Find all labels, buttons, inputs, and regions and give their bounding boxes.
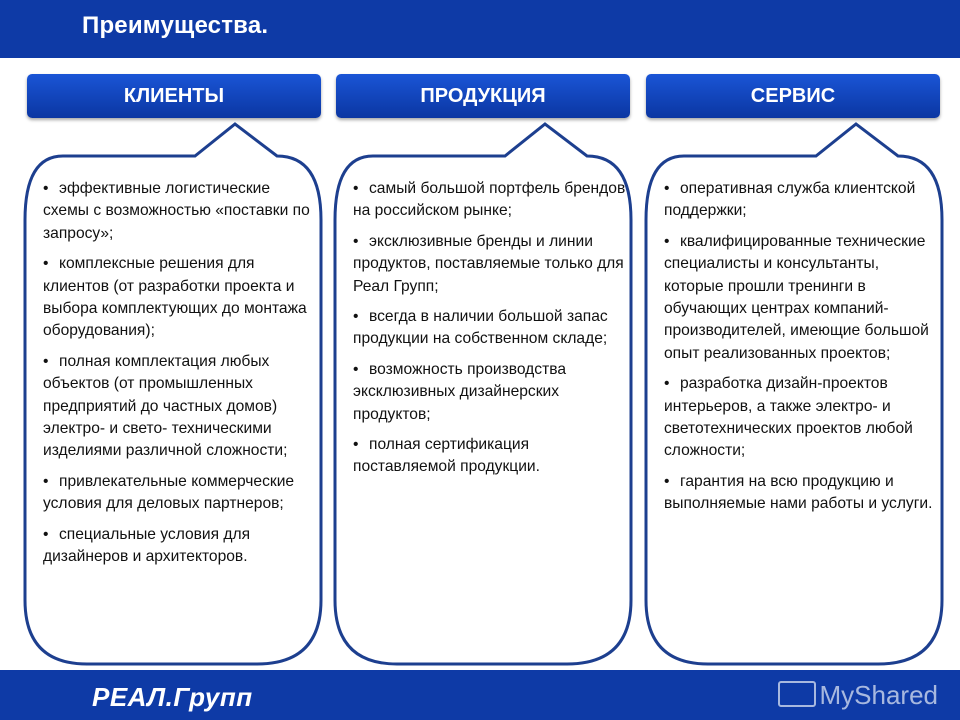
list-item: • самый большой портфель брендов на российском рынке;: [353, 180, 626, 220]
page-title: Преимущества.: [82, 12, 269, 39]
list-item: • всегда в наличии большой запас продукции на собственном складе;: [353, 308, 608, 348]
list-item: • разработка дизайн-проектов интерьеров, а также электро- и светотехнических проектов любой сложности;: [664, 375, 913, 460]
list-item: • эксклюзивные бренды и линии продуктов, поставляемые только для Реал Групп;: [353, 232, 624, 295]
products-list: [353, 178, 629, 487]
presentation-icon: [778, 681, 816, 707]
list-item: • привлекательные коммерческие условия для деловых партнеров;: [43, 472, 295, 513]
header-clients[interactable]: КЛИЕНТЫ: [27, 74, 321, 118]
list-item: • эффективные логистические схемы с возможностью «поставки по запросу»;: [43, 180, 310, 242]
list-item: • полная сертификация поставляемой продукции.: [353, 436, 540, 476]
watermark: MyShared: [778, 680, 939, 711]
list-item: • возможность производства эксклюзивных дизайнерских продуктов;: [353, 360, 566, 423]
list-item: • комплексные решения для клиентов (от разработки проекта и выбора комплектующих до монтажа оборудования);: [43, 255, 307, 340]
header-products[interactable]: ПРОДУКЦИЯ: [336, 74, 630, 118]
service-callout: [644, 120, 944, 668]
header-service[interactable]: СЕРВИС: [646, 74, 940, 118]
service-list: [664, 178, 940, 524]
list-item: • гарантия на всю продукцию и выполняемые нами работы и услуги.: [664, 472, 933, 513]
footer-bar: [0, 670, 960, 720]
title-bar: [0, 0, 960, 58]
list-item: • полная комплектация любых объектов (от промышленных предприятий до частных домов) электро- и свето- техническими изделиями различной сложности;: [43, 352, 288, 460]
clients-callout: [23, 120, 323, 668]
list-item: • специальные условия для дизайнеров и архитекторов.: [43, 525, 251, 566]
company-logo: РЕАЛ.Групп: [92, 682, 253, 712]
products-callout: [333, 120, 633, 668]
list-item: • оперативная служба клиентской поддержки;: [664, 180, 916, 220]
clients-list: [43, 178, 319, 577]
list-item: • квалифицированные технические специалисты и консультанты, которые прошли тренинги в обучающих центрах компаний-производителей, имеющие большой опыт реализованных проектов;: [664, 232, 929, 362]
